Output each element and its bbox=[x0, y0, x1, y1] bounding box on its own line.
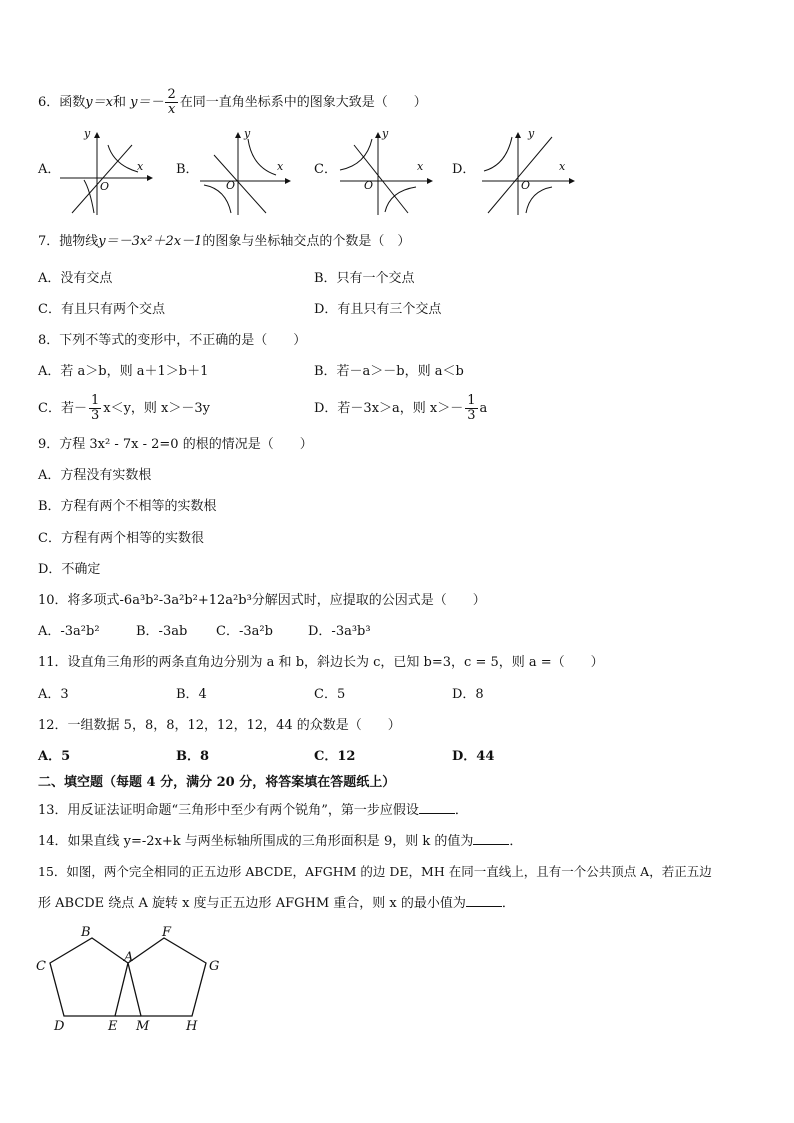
q15-end: ． bbox=[501, 896, 515, 911]
q9-option-d: D．不确定 bbox=[38, 562, 101, 577]
q6-graph-d bbox=[482, 133, 574, 215]
q15-answer-blank[interactable] bbox=[466, 894, 502, 907]
q6-option-b-label: B． bbox=[176, 162, 199, 177]
q6-graph-a-y: y bbox=[84, 127, 91, 140]
q6-prefix: 6．函数 bbox=[38, 95, 86, 110]
q7-prefix: 7．抛物线 bbox=[38, 234, 99, 249]
q6-graph-c-o: O bbox=[364, 179, 374, 192]
q10-option-a: A．-3a²b² bbox=[38, 624, 100, 639]
q8-d-pre: D．若－3x＞a，则 x＞－ bbox=[314, 401, 464, 416]
q6-frac-den: x bbox=[167, 102, 176, 117]
q14 bbox=[38, 832, 522, 851]
q6-graph-d-y: y bbox=[528, 127, 535, 140]
q8-d-num: 1 bbox=[467, 393, 476, 408]
q14-end: ． bbox=[509, 834, 523, 849]
q9-option-b: B．方程有两个不相等的实数根 bbox=[38, 499, 217, 514]
q6-graph-a bbox=[60, 133, 152, 215]
q6-mid: 和 bbox=[112, 95, 126, 110]
q8-option-b: B．若－a＞－b，则 a＜b bbox=[314, 364, 464, 379]
q12-stem: 12．一组数据 5，8，8，12，12，12，44 的众数是（ ） bbox=[38, 718, 401, 733]
q7-equation: y＝－3x²＋2x－1 bbox=[98, 234, 203, 249]
q13 bbox=[38, 801, 468, 820]
q6-graph-d-o: O bbox=[521, 179, 531, 192]
q7-option-a: A．没有交点 bbox=[38, 271, 113, 286]
q11-option-a: A．3 bbox=[38, 687, 69, 702]
q9-option-a: A．方程没有实数根 bbox=[38, 468, 152, 483]
q8-d-post: a bbox=[479, 401, 488, 416]
point-g: G bbox=[209, 959, 220, 974]
q11-stem: 11．设直角三角形的两条直角边分别为 a 和 b，斜边长为 c，已知 b=3，c = 5，则 a =（ ） bbox=[38, 655, 604, 670]
q6-eq2: y＝－ bbox=[130, 95, 164, 110]
q8-d-den: 3 bbox=[467, 408, 476, 423]
q6-graph-c-y: y bbox=[382, 127, 389, 140]
q7-suffix: 的图象与坐标轴交点的个数是（ ） bbox=[202, 234, 411, 249]
q7-option-d: D．有且只有三个交点 bbox=[314, 302, 442, 317]
q12-option-d: D．44 bbox=[452, 749, 495, 764]
q8-option-a: A．若 a＞b，则 a＋1＞b＋1 bbox=[38, 364, 209, 379]
point-c: C bbox=[36, 959, 46, 974]
q6-graph-a-o: O bbox=[100, 180, 110, 193]
q7-stem bbox=[38, 233, 410, 251]
q8-c-fraction bbox=[89, 394, 101, 423]
pentagon-abcde bbox=[50, 938, 128, 1016]
q14-answer-blank[interactable] bbox=[473, 832, 509, 845]
q15-line1: 15．如图，两个完全相同的正五边形 ABCDE，AFGHM 的边 DE，MH 在同一直线上，且有一个公共顶点 A，若正五边 bbox=[38, 864, 712, 879]
q13-end: ． bbox=[454, 803, 468, 818]
q6-option-d-label: D． bbox=[452, 162, 476, 177]
q6-option-c-label: C． bbox=[314, 162, 337, 177]
q15-line2-text: 形 ABCDE 绕点 A 旋转 x 度与正五边形 AFGHM 重合，则 x 的最小值为 bbox=[38, 896, 466, 911]
q6-graph-b-y: y bbox=[244, 127, 251, 140]
q12-option-c: C．12 bbox=[314, 749, 356, 764]
q7-option-c: C．有且只有两个交点 bbox=[38, 302, 165, 317]
q6-graph-c-x: x bbox=[417, 160, 424, 173]
q8-c-den: 3 bbox=[90, 408, 100, 423]
q11-option-d: D．8 bbox=[452, 687, 484, 702]
pentagon-afghm bbox=[128, 938, 206, 1016]
q8-c-pre: C．若－ bbox=[38, 401, 87, 416]
q10-stem: 10．将多项式-6a³b²-3a²b²+12a²b³分解因式时，应提取的公因式是（ ） bbox=[38, 593, 486, 608]
q13-text: 13．用反证法证明命题“三角形中至少有两个锐角”，第一步应假设 bbox=[38, 803, 419, 818]
q6-graphs bbox=[0, 125, 794, 225]
q6-graph-a-x: x bbox=[137, 160, 144, 173]
q6-fraction bbox=[165, 88, 177, 117]
q13-answer-blank[interactable] bbox=[419, 801, 455, 814]
q6-graph-c bbox=[340, 133, 432, 215]
q6-graph-b bbox=[200, 133, 290, 215]
q10-option-c: C．-3a²b bbox=[216, 624, 273, 639]
point-f: F bbox=[162, 925, 172, 940]
q15-line2 bbox=[38, 894, 515, 913]
q6-eq1: y＝x bbox=[85, 95, 113, 110]
q12-option-a: A．5 bbox=[38, 749, 71, 764]
q6-graph-b-o: O bbox=[226, 179, 236, 192]
section-2-heading: 二、填空题（每题 4 分，满分 20 分，将答案填在答题纸上） bbox=[38, 775, 396, 790]
q8-option-d bbox=[314, 394, 487, 423]
q8-d-fraction bbox=[465, 394, 477, 423]
point-m: M bbox=[136, 1019, 150, 1034]
q9-stem: 9．方程 3x² - 7x - 2=0 的根的情况是（ ） bbox=[38, 437, 313, 452]
q8-c-post: x＜y，则 x＞－3y bbox=[103, 401, 210, 416]
q14-text: 14．如果直线 y=-2x+k 与两坐标轴所围成的三角形面积是 9，则 k 的值为 bbox=[38, 834, 474, 849]
q6-frac-num: 2 bbox=[167, 87, 176, 102]
point-d: D bbox=[54, 1019, 65, 1034]
q9-option-c: C．方程有两个相等的实数很 bbox=[38, 531, 204, 546]
q8-c-num: 1 bbox=[90, 393, 100, 408]
q10-option-b: B．-3ab bbox=[136, 624, 188, 639]
point-h: H bbox=[186, 1019, 198, 1034]
q11-option-b: B．4 bbox=[176, 687, 207, 702]
q8-option-c bbox=[38, 394, 210, 423]
q10-option-d: D．-3a³b³ bbox=[308, 624, 371, 639]
q7-option-b: B．只有一个交点 bbox=[314, 271, 415, 286]
point-e: E bbox=[108, 1019, 118, 1034]
q11-option-c: C．5 bbox=[314, 687, 346, 702]
point-a: A bbox=[124, 950, 134, 965]
q6-graph-b-x: x bbox=[277, 160, 284, 173]
q6-option-a-label: A． bbox=[38, 162, 61, 177]
q6-graph-d-x: x bbox=[559, 160, 566, 173]
q6-stem bbox=[38, 88, 427, 117]
q12-option-b: B．8 bbox=[176, 749, 210, 764]
q15-pentagon-figure bbox=[30, 920, 270, 1040]
point-b: B bbox=[81, 925, 91, 940]
q8-stem: 8．下列不等式的变形中，不正确的是（ ） bbox=[38, 333, 307, 348]
q6-suffix: 在同一直角坐标系中的图象大致是（ ） bbox=[179, 95, 427, 110]
